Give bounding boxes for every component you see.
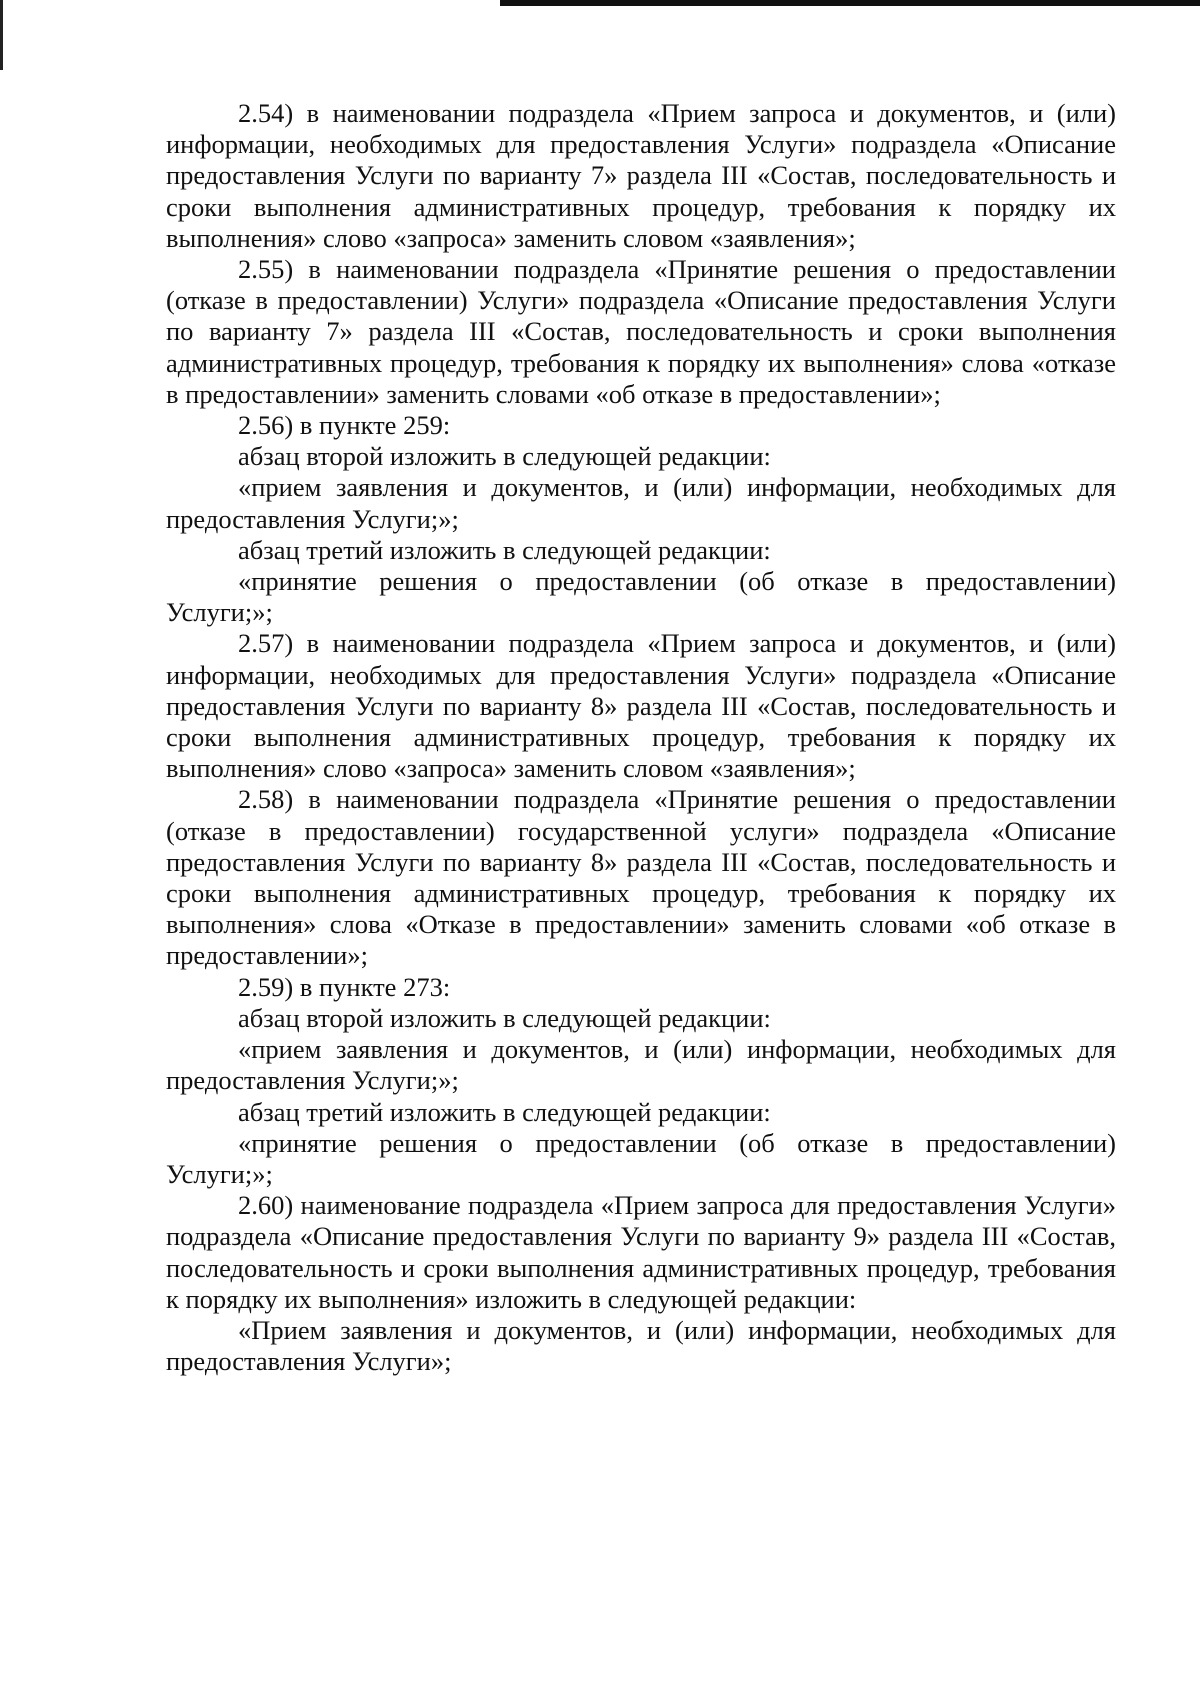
paragraph-2-60: 2.60) наименование подраздела «Прием запроса для предоставления Услуги» подраздела «Описание предоставления Услуги по варианту 9» раздела III «Состав, последовательность и сроки выполнения административных процедур, требования к порядку их выполнения» изложить в следующей редакции: — [166, 1190, 1116, 1314]
paragraph-2-54: 2.54) в наименовании подраздела «Прием запроса и документов, и (или) информации, необходимых для предоставления Услуги» подраздела «Описание предоставления Услуги по варианту 7» раздела III «Состав, последовательность и сроки выполнения административных процедур, требования к порядку их выполнения» слово «запроса» заменить словом «заявления»; — [166, 98, 1116, 253]
paragraph-2-60-new-title: «Прием заявления и документов, и (или) информации, необходимых для предоставления Услуги»; — [166, 1314, 1116, 1377]
paragraph-2-59: 2.59) в пункте 273: — [238, 971, 451, 1002]
paragraph-2-59-abzac-2-intro: абзац второй изложить в следующей редакции: — [238, 1002, 771, 1033]
paragraph-2-56-abzac-2-text: «прием заявления и документов, и (или) информации, необходимых для предоставления Услуги;»; — [166, 472, 1116, 534]
paragraph-2-59-abzac-3-text: «принятие решения о предоставлении (об отказе в предоставлении) Услуги;»; — [166, 1127, 1116, 1189]
paragraph-2-56: 2.56) в пункте 259: — [238, 410, 451, 441]
paragraph-2-59-abzac-3-intro: абзац третий изложить в следующей редакции: — [238, 1096, 771, 1127]
paragraph-2-57: 2.57) в наименовании подраздела «Прием запроса и документов, и (или) информации, необходимых для предоставления Услуги» подраздела «Описание предоставления Услуги по варианту 8» раздела III «Состав, последовательность и сроки выполнения административных процедур, требования к порядку их выполнения» слово «запроса» заменить словом «заявления»; — [166, 628, 1116, 784]
paragraph-2-56-abzac-2-intro: абзац второй изложить в следующей редакции: — [238, 441, 771, 472]
scan-edge-top — [500, 0, 1200, 6]
paragraph-2-59-abzac-2-text: «прием заявления и документов, и (или) информации, необходимых для предоставления Услуги;»; — [166, 1034, 1116, 1096]
paragraph-2-56-abzac-3-intro: абзац третий изложить в следующей редакции: — [238, 534, 771, 565]
document-body — [166, 98, 1116, 1377]
paragraph-2-55: 2.55) в наименовании подраздела «Принятие решения о предоставлении (отказе в предоставлении) Услуги» подраздела «Описание предоставления Услуги по варианту 7» раздела III «Состав, последовательность и сроки выполнения административных процедур, требования к порядку их выполнения» слова «отказе в предоставлении» заменить словами «об отказе в предоставлении»; — [166, 254, 1116, 409]
paragraph-2-58: 2.58) в наименовании подраздела «Принятие решения о предоставлении (отказе в предоставлении) государственной услуги» подраздела «Описание предоставления Услуги по варианту 8» раздела III «Состав, последовательность и сроки выполнения административных процедур, требования к порядку их выполнения» слова «Отказе в предоставлении» заменить словами «об отказе в предоставлении»; — [166, 784, 1116, 971]
paragraph-2-56-abzac-3-text: «принятие решения о предоставлении (об отказе в предоставлении) Услуги;»; — [166, 566, 1116, 628]
scan-edge-left — [0, 0, 3, 70]
